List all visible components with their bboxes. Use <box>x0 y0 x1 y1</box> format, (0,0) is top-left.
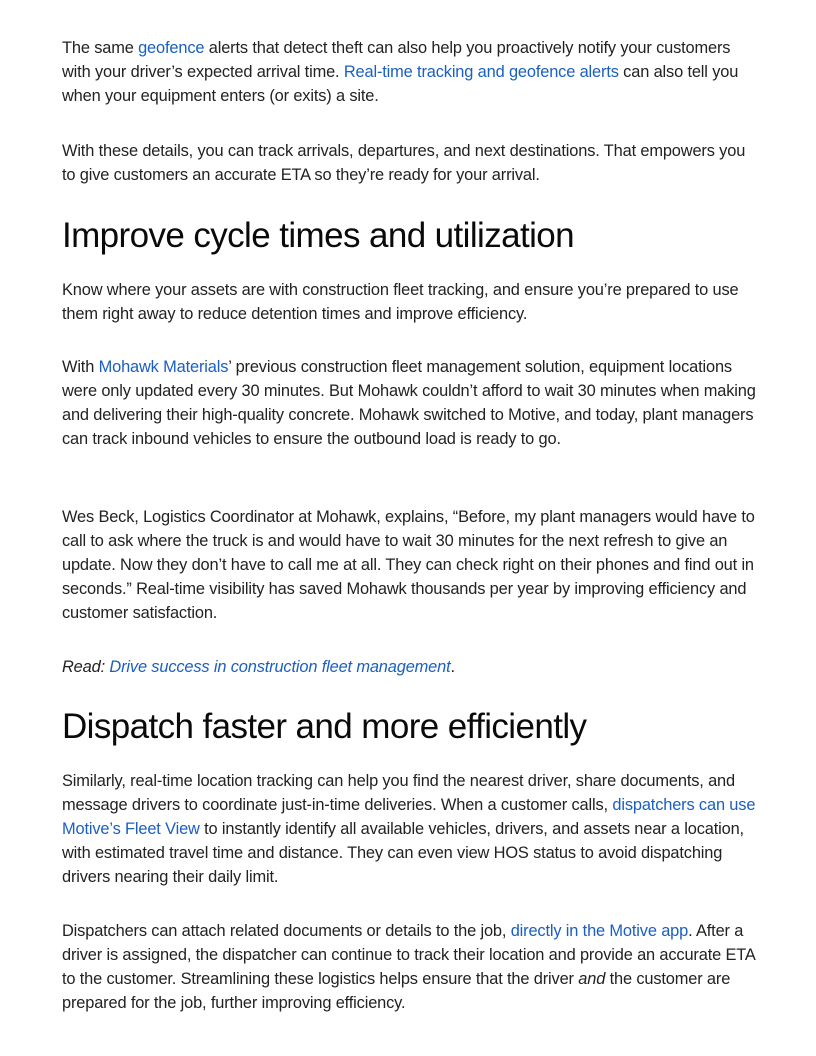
paragraph-motive-app <box>62 919 762 1015</box>
emphasis-text: and <box>578 970 606 988</box>
heading-cycle-times: Improve cycle times and utilization <box>62 216 574 255</box>
link-motive-app[interactable]: directly in the Motive app <box>510 922 689 940</box>
text-span: The same <box>62 39 139 57</box>
text-span: ’ previous construction fleet management solution, equipment locations were only updated every 30 minutes. But Mohawk couldn’t afford to wait 30 minutes when making and delivering their high-quality concrete. Mohawk switched to Motive, and today, plant managers can track inbound vehicles to ensure the outbound load is ready to go. <box>62 358 756 448</box>
text-span: . <box>450 658 455 676</box>
link-fleet-view[interactable]: dispatchers can use Motive’s Fleet View <box>62 796 756 838</box>
heading-dispatch: Dispatch faster and more efficiently <box>62 707 587 746</box>
link-realtime-tracking[interactable]: Real-time tracking and geofence alerts <box>343 63 619 81</box>
paragraph-geofence-alerts <box>62 36 762 108</box>
paragraph-fleet-view <box>62 769 762 889</box>
link-mohawk-materials[interactable]: Mohawk Materials <box>98 358 229 376</box>
link-geofence[interactable]: geofence <box>138 39 205 57</box>
paragraph-quote: Wes Beck, Logistics Coordinator at Mohawk, explains, “Before, my plant managers would have to call to ask where the truck is and would have to wait 30 minutes for the next refresh to give an update. Now they don’t have to call me at all. They can check right on their phones and find out in seconds.” Real-time visibility has saved Mohawk thousands per year by improving efficiency and customer satisfaction. <box>62 508 755 622</box>
paragraph-asset-tracking: Know where your assets are with construction fleet tracking, and ensure you’re prepared to use them right away to reduce detention times and improve efficiency. <box>62 281 739 323</box>
paragraph-eta: With these details, you can track arrivals, departures, and next destinations. That empowers you to give customers an accurate ETA so they’re ready for your arrival. <box>62 142 746 184</box>
text-span: Dispatchers can attach related documents or details to the job, <box>62 922 511 940</box>
text-span: can also tell you when your equipment enters (or exits) a site. <box>62 63 739 105</box>
paragraph-mohawk <box>62 355 762 451</box>
text-span: the customer are prepared for the job, further improving efficiency. <box>62 970 731 1012</box>
text-span: alerts that detect theft can also help you proactively notify your customers with your driver’s expected arrival time. <box>62 39 731 81</box>
paragraph-read-more <box>62 655 455 679</box>
text-span: Similarly, real-time location tracking can help you find the nearest driver, share documents, and message drivers to coordinate just-in-time deliveries. When a customer calls, <box>62 772 735 814</box>
text-span: . After a driver is assigned, the dispatcher can continue to track their location and provide an accurate ETA to the customer. Streamlining these logistics helps ensure that the driver <box>62 922 755 988</box>
text-span: With <box>62 358 99 376</box>
read-label: Read: <box>62 658 110 676</box>
link-drive-success[interactable]: Drive success in construction fleet management <box>109 658 451 676</box>
text-span: to instantly identify all available vehicles, drivers, and assets near a location, with estimated travel time and distance. They can even view HOS status to avoid dispatching drivers nearing their daily limit. <box>62 820 744 886</box>
